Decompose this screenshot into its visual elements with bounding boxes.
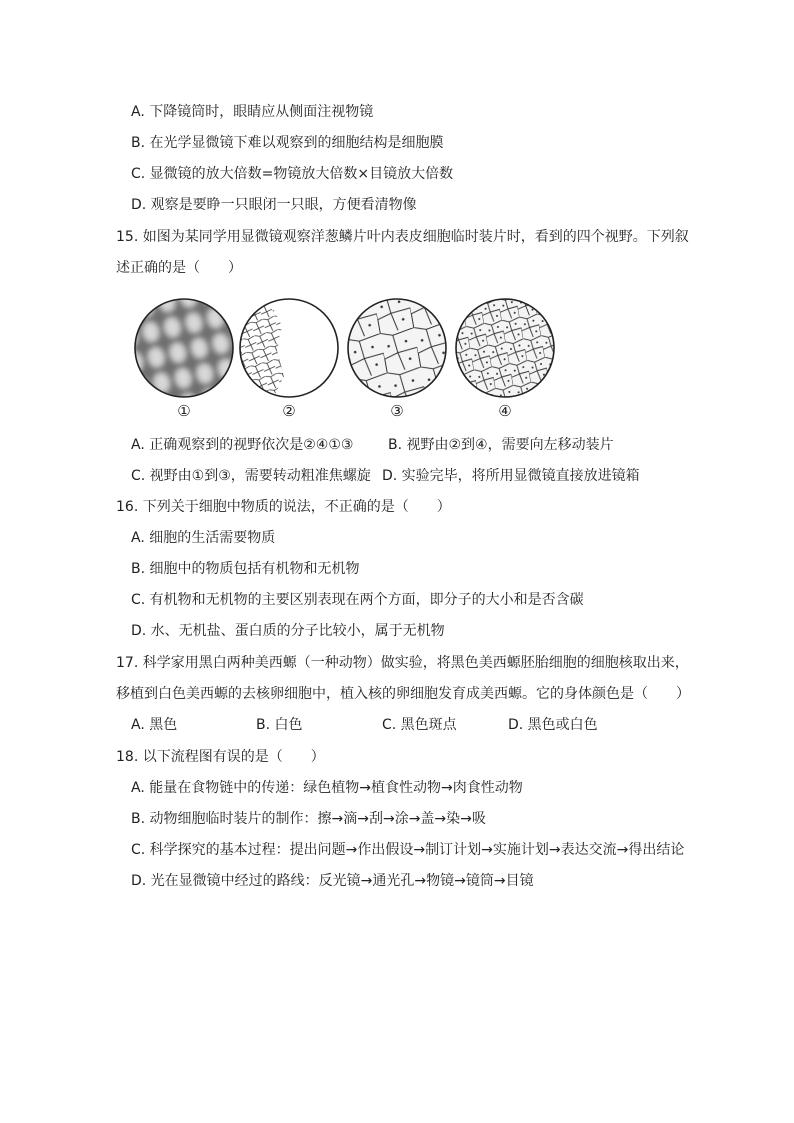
q17-option-b: B. 白色 xyxy=(256,717,303,733)
q18-option-c: C. 科学探究的基本过程：提出问题→作出假设→制订计划→实施计划→表达交流→得出结论 xyxy=(131,842,685,858)
q15-option-c: C. 视野由①到③，需要转动粗准焦螺旋 xyxy=(131,468,371,484)
q15-option-a: A. 正确观察到的视野依次是②④①③ xyxy=(131,437,354,453)
q14-option-d: D. 观察是要睁一只眼闭一只眼，方便看清物像 xyxy=(131,197,417,213)
field-3-large-cells xyxy=(342,296,462,406)
q15-stem-line1: 15. 如图为某同学用显微镜观察洋葱鳞片叶内表皮细胞临时装片时，看到的四个视野。下列叙 xyxy=(116,229,689,245)
q15-option-d: D. 实验完毕，将所用显微镜直接放进镜箱 xyxy=(382,468,640,484)
q18-stem: 18. 以下流程图有误的是（ ） xyxy=(116,749,325,765)
q17-option-c: C. 黑色斑点 xyxy=(382,717,457,733)
q18-option-b: B. 动物细胞临时装片的制作：擦→滴→刮→涂→盖→染→吸 xyxy=(131,811,486,827)
q14-option-c: C. 显微镜的放大倍数=物镜放大倍数×目镜放大倍数 xyxy=(131,166,454,182)
figure-label-2: ② xyxy=(282,402,296,420)
q16-stem: 16. 下列关于细胞中物质的说法，不正确的是（ ） xyxy=(116,499,451,515)
q18-option-a: A. 能量在食物链中的传递：绿色植物→植食性动物→肉食性动物 xyxy=(131,780,523,796)
q16-option-b: B. 细胞中的物质包括有机物和无机物 xyxy=(131,561,360,577)
q14-option-b: B. 在光学显微镜下难以观察到的细胞结构是细胞膜 xyxy=(131,135,444,151)
field-4-small-cells xyxy=(452,296,562,406)
figure-label-1: ① xyxy=(177,402,191,420)
field-1-blurred xyxy=(132,296,242,406)
q17-stem-line1: 17. 科学家用黑白两种美西螈（一种动物）做实验，将黑色美西螈胚胎细胞的细胞核取出来， xyxy=(116,655,689,671)
figure-label-4: ④ xyxy=(498,402,512,420)
field-2-edge xyxy=(232,296,352,406)
q17-option-d: D. 黑色或白色 xyxy=(508,717,598,733)
q14-option-a: A. 下降镜筒时，眼睛应从侧面注视物镜 xyxy=(131,104,374,120)
q16-option-d: D. 水、无机盐、蛋白质的分子比较小，属于无机物 xyxy=(131,623,445,639)
q16-option-a: A. 细胞的生活需要物质 xyxy=(131,530,276,546)
q16-option-c: C. 有机物和无机物的主要区别表现在两个方面，即分子的大小和是否含碳 xyxy=(131,592,584,608)
q17-stem-line2: 移植到白色美西螈的去核卵细胞中，植入核的卵细胞发育成美西螈。它的身体颜色是（ ） xyxy=(116,686,690,702)
q17-option-a: A. 黑色 xyxy=(131,717,178,733)
q18-option-d: D. 光在显微镜中经过的路线：反光镜→通光孔→物镜→镜筒→目镜 xyxy=(131,873,534,889)
q15-option-b: B. 视野由②到④，需要向左移动装片 xyxy=(388,437,614,453)
q15-stem-line2: 述正确的是（ ） xyxy=(116,260,242,276)
figure-label-3: ③ xyxy=(390,402,404,420)
